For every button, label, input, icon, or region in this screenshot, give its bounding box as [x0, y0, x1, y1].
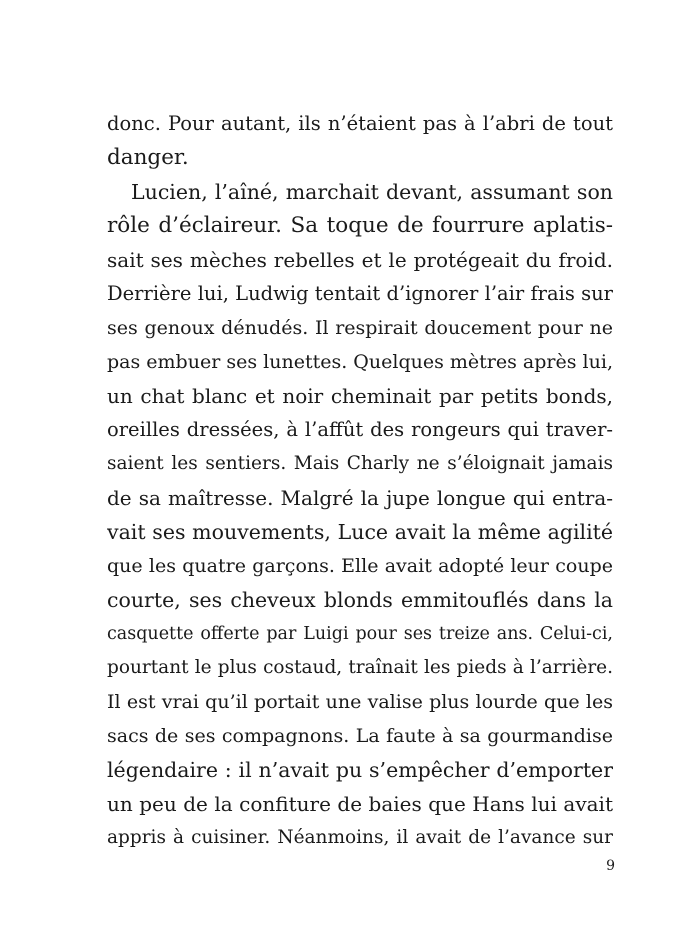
text-line-17: pourtant le plus costaud, traînait les pieds à l’arrière.	[107, 657, 613, 678]
text-line-9: un chat blanc et noir cheminait par petits bonds,	[107, 384, 613, 408]
text-line-16: casquette offerte par Luigi pour ses treize ans. Celui-ci,	[107, 624, 613, 644]
text-line-15: courte, ses cheveux blonds emmitouflés dans la	[107, 588, 613, 612]
text-line-2: danger.	[107, 145, 189, 170]
text-line-10: oreilles dressées, à l’affût des rongeurs qui traver-	[107, 418, 613, 441]
text-line-5: sait ses mèches rebelles et le protégeait du froid.	[107, 248, 613, 272]
page-number: 9	[606, 858, 615, 874]
text-line-8: pas embuer ses lunettes. Quelques mètres après lui,	[107, 351, 613, 373]
text-line-19: sacs de ses compagnons. La faute à sa gourmandise	[107, 725, 613, 747]
text-line-13: vait ses mouvements, Luce avait la même agilité	[107, 520, 613, 544]
text-line-6: Derrière lui, Ludwig tentait d’ignorer l’air frais sur	[107, 282, 613, 305]
text-line-18: Il est vrai qu’il portait une valise plus lourde que les	[107, 691, 613, 713]
text-line-21: un peu de la confiture de baies que Hans lui avait	[107, 792, 613, 816]
text-line-4: rôle d’éclaireur. Sa toque de fourrure aplatis-	[107, 213, 613, 238]
text-line-3: Lucien, l’aîné, marchait devant, assumant son	[131, 180, 613, 204]
text-line-20: légendaire : il n’avait pu s’empêcher d’emporter	[107, 758, 613, 782]
text-line-14: que les quatre garçons. Elle avait adopté leur coupe	[107, 555, 613, 577]
text-line-1: donc. Pour autant, ils n’étaient pas à l’abri de tout	[107, 112, 613, 135]
text-line-12: de sa maîtresse. Malgré la jupe longue qui entra-	[107, 486, 613, 510]
text-line-22: appris à cuisiner. Néanmoins, il avait de l’avance sur	[107, 827, 613, 848]
text-line-11: saient les sentiers. Mais Charly ne s’éloignait jamais	[107, 453, 613, 474]
text-line-7: ses genoux dénudés. Il respirait doucement pour ne	[107, 317, 613, 339]
